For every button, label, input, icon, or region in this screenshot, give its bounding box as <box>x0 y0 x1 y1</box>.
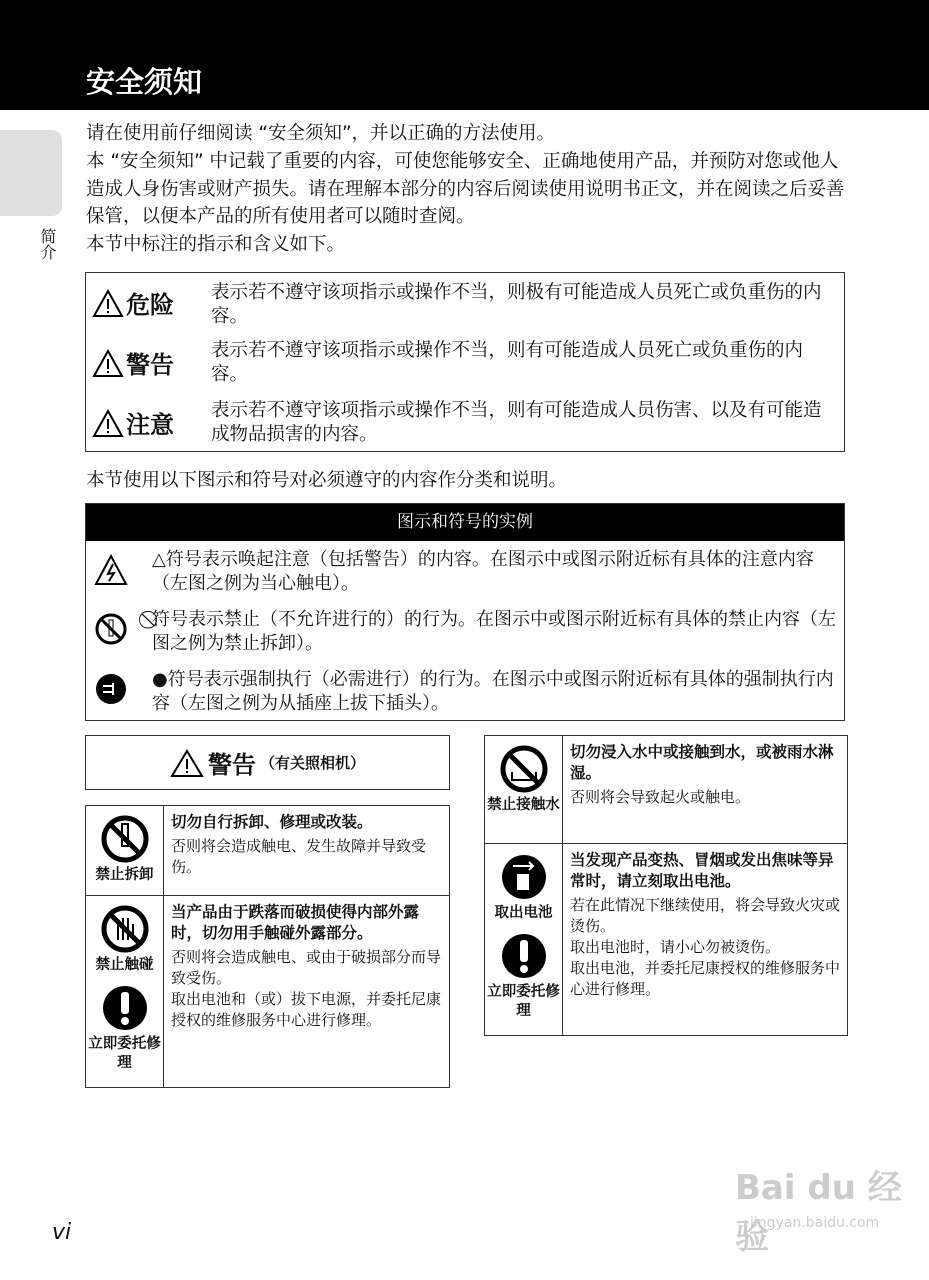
intro-line: 请在使用前仔细阅读 “安全须知”，并以正确的方法使用。 <box>86 123 556 144</box>
example-text: △符号表示唤起注意（包括警告）的内容。在图示中或图示附近标有具体的注意内容（左图之例为当心触电）。 <box>152 549 814 594</box>
unplug-icon <box>94 672 128 706</box>
examples-title: 图示和符号的实例 <box>86 504 844 541</box>
symbol-examples-box <box>85 503 845 721</box>
left-warning-table <box>85 805 450 1088</box>
level-desc: 表示若不遵守该项指示或操作不当，则极有可能造成人员死亡或负重伤的内容。 <box>211 282 822 327</box>
side-tab-label: 简介 <box>38 228 57 260</box>
warning-triangle-icon <box>92 288 124 318</box>
remove-battery-icon <box>499 852 549 902</box>
mandatory-exclamation-icon <box>100 983 150 1033</box>
level-caution: 注意 <box>92 405 174 440</box>
table-row: 取出电池 立即委托修理 当发现产品变热、冒烟或发出焦味等异常时，请立刻取出电池。 若在此情况下继续使用，将会导致火灾或烫伤。 取出电池时，请小心勿被烫伤。 取出电池，并委托尼康授权的维修服务中心进行修理。 <box>485 844 848 1036</box>
intro-line: 本 “安全须知” 中记载了重要的内容，可使您能够安全、正确地使用产品，并预防对您或他人造成人身伤害或财产损失。请在理解本部分的内容后阅读使用说明书正文，并在阅读之后妥善保管，以便本产品的所有使用者可以随时查阅。 <box>86 150 845 228</box>
level-danger: 危险 <box>92 285 174 320</box>
level-desc: 表示若不遵守该项指示或操作不当，则有可能造成人员死亡或负重伤的内容。 <box>211 340 804 385</box>
electric-shock-icon <box>94 554 128 586</box>
page-title: 安全须知 <box>86 65 203 99</box>
mandatory-exclamation-icon <box>499 931 549 981</box>
intro-text <box>86 120 848 259</box>
header-bar <box>0 0 929 110</box>
warning-triangle-icon <box>92 348 124 378</box>
no-touch-icon <box>100 904 150 954</box>
level-warning: 警告 <box>92 345 174 380</box>
table-row: 禁止拆卸 切勿自行拆卸、修理或改装。 否则将会造成触电、发生故障并导致受伤。 <box>86 806 450 896</box>
hazard-levels-box <box>85 272 845 452</box>
side-tab <box>0 130 62 216</box>
table-row: 禁止触碰 立即委托修理 当产品由于跌落而破损使得内部外露时，切勿用手触碰外露部分。 否则将会造成触电、或由于破损部分而导致受伤。 取出电池和（或）拔下电源，并委托尼康授权的维修服务中心进行修理。 <box>86 896 450 1088</box>
no-disassembly-icon <box>100 814 150 864</box>
page-number: vi <box>52 1220 72 1245</box>
symbols-intro: 本节使用以下图示和符号对必须遵守的内容作分类和说明。 <box>86 470 568 491</box>
intro-line: 本节中标注的指示和含义如下。 <box>86 234 346 256</box>
level-desc: 表示若不遵守该项指示或操作不当，则有可能造成人员伤害、以及有可能造成物品损害的内容。 <box>211 400 822 445</box>
table-row: 禁止接触水 切勿浸入水中或接触到水，或被雨水淋湿。 否则将会导致起火或触电。 <box>485 736 848 844</box>
example-text: ●符号表示强制执行（必需进行）的行为。在图示中或图示附近标有具体的强制执行内容（左图之例为从插座上拔下插头）。 <box>152 669 834 714</box>
warning-triangle-icon <box>170 748 204 778</box>
no-water-icon <box>499 744 549 794</box>
warning-camera-header: 警告 （有关照相机） <box>85 735 450 790</box>
no-disassembly-icon <box>94 612 128 646</box>
example-text: ⃠符号表示禁止（不允许进行的）的行为。在图示中或图示附近标有具体的禁止内容（左图之例为禁止拆卸）。 <box>152 609 836 654</box>
right-warning-table <box>484 735 848 1036</box>
warning-triangle-icon <box>92 408 124 438</box>
watermark-url: jingyan.baidu.com <box>750 1215 880 1231</box>
watermark-brand: Bai du 经验 <box>735 1168 902 1257</box>
